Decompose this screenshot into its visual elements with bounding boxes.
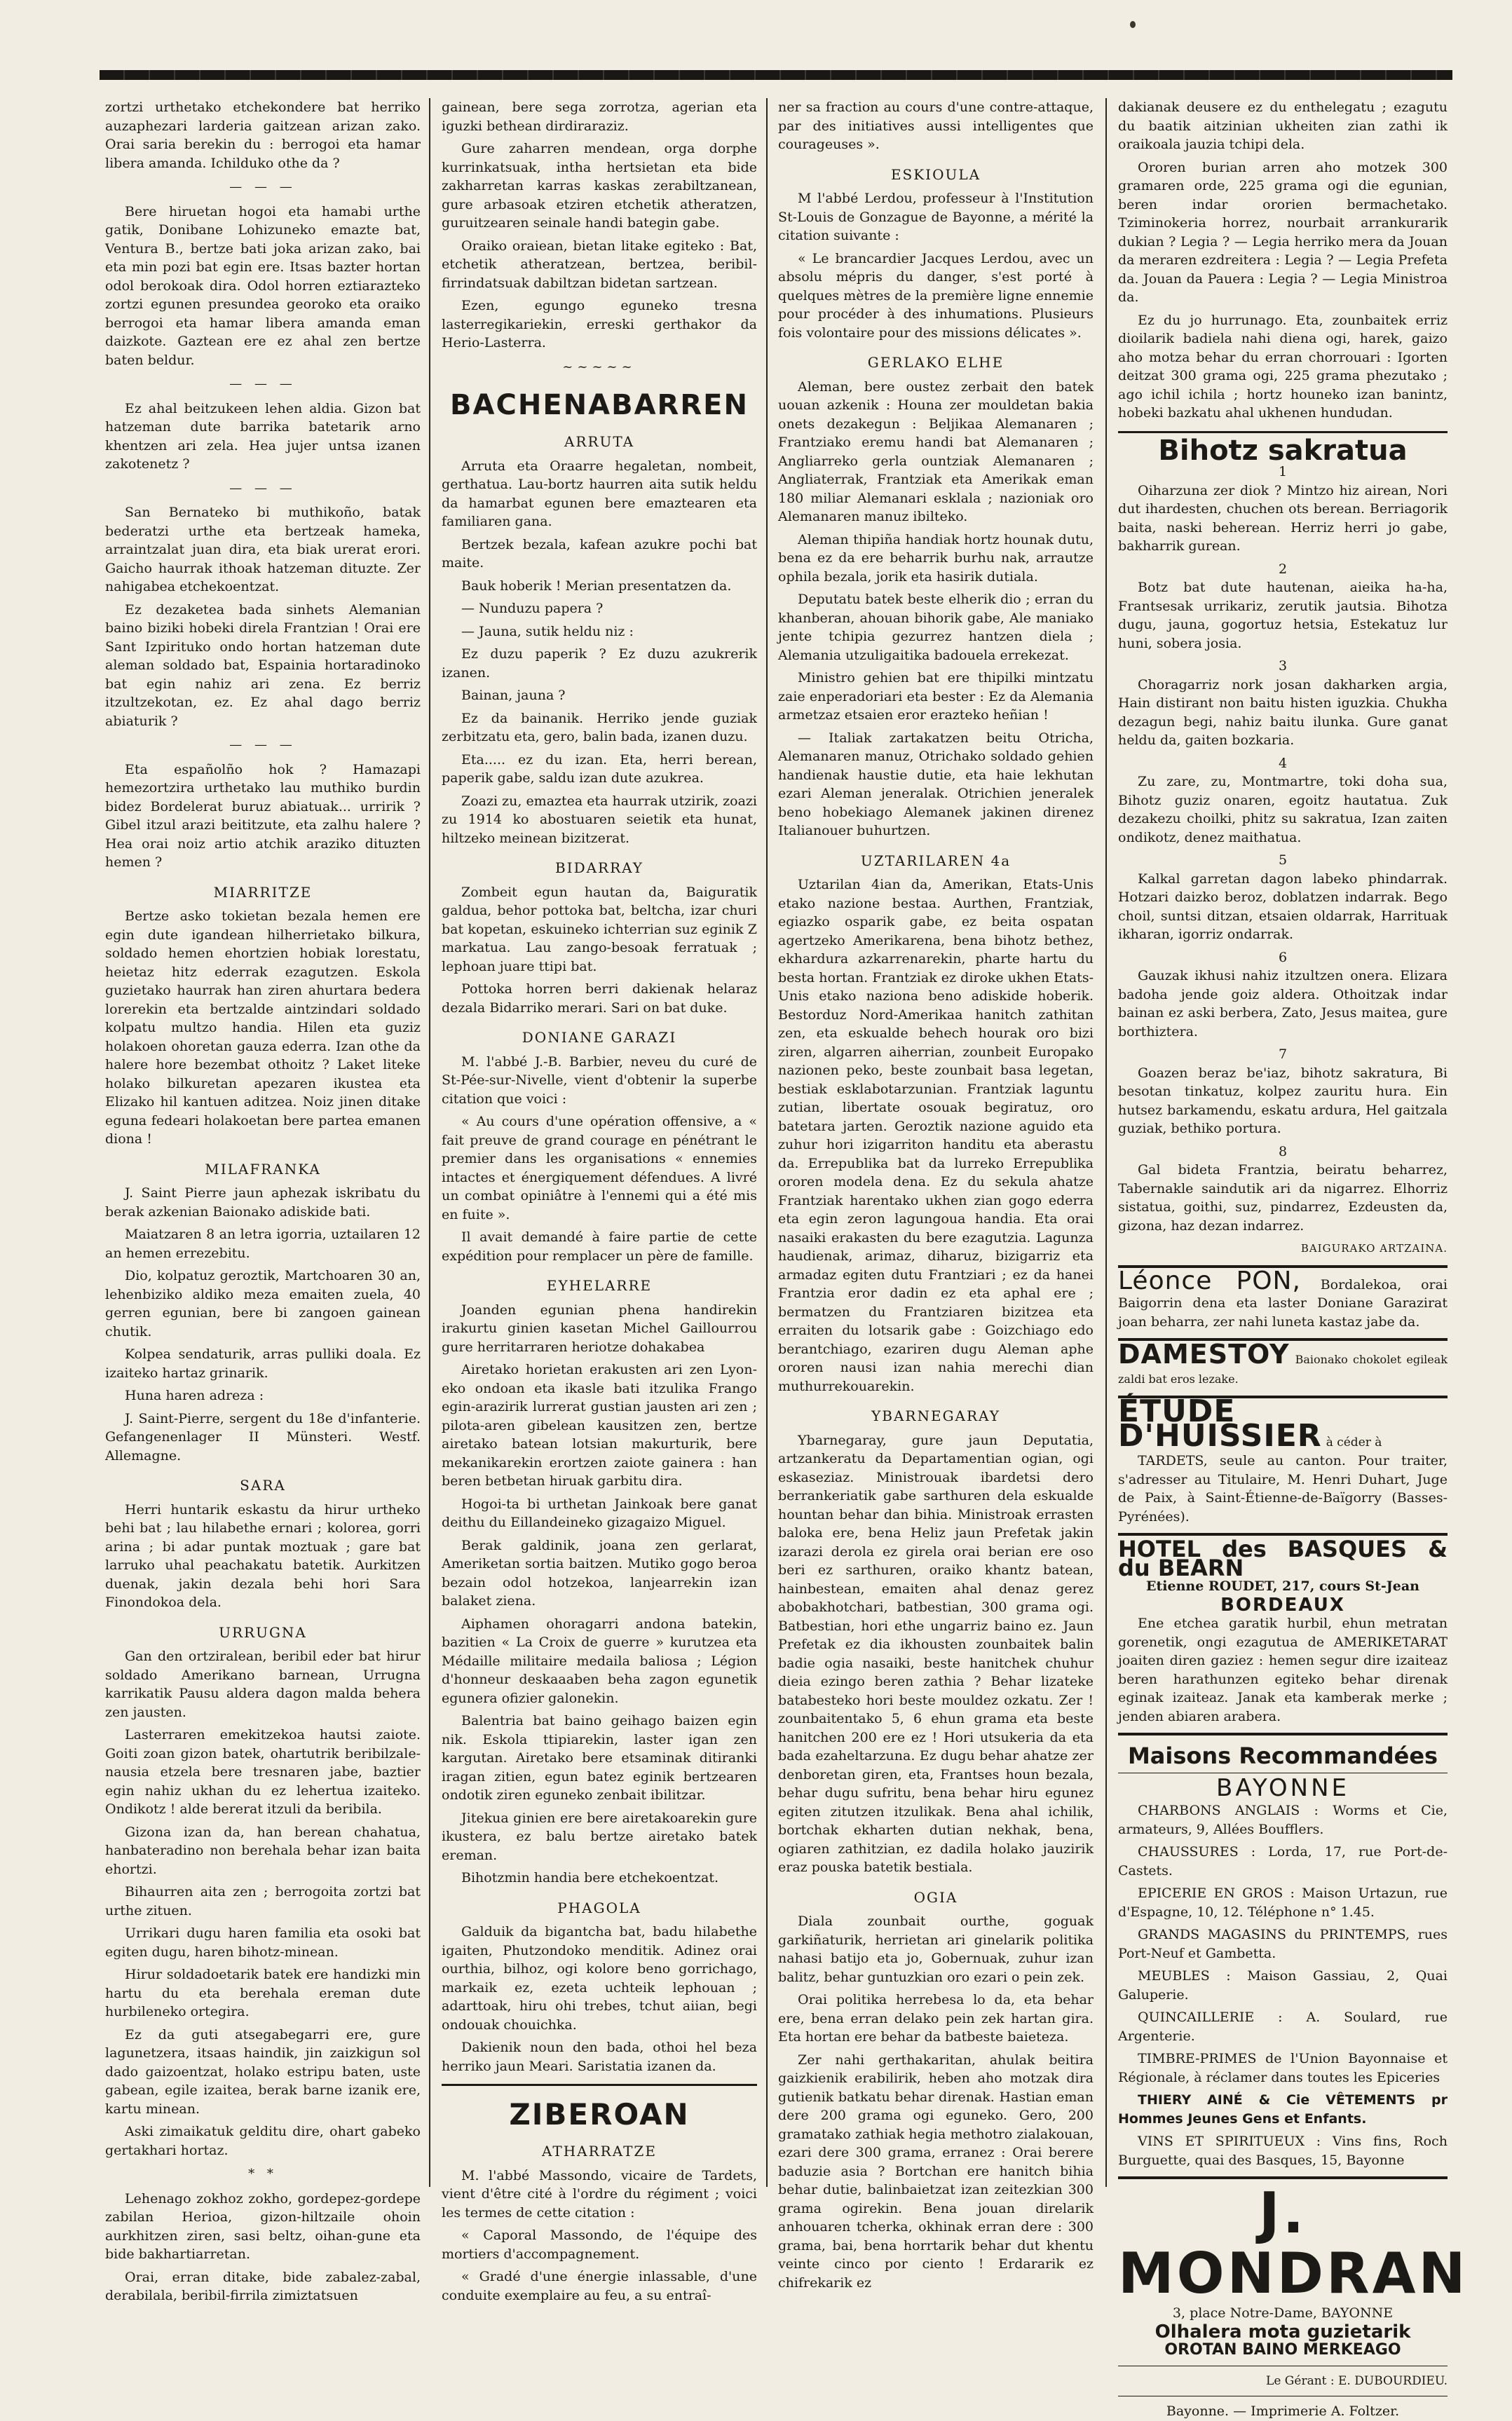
paragraph: Uztarilan 4ian da, Amerikan, Etats-Unis etako nazione bestaa. Aurthen, Frantziak, egiazko osparik gabe, ez beita ospatan agertzeko Amerikarena, bena bihotz bethez, ekhardura azkarrenarekin, pharte hartu du besta hortan. Frantziak ez diroke ukhen Etats-Unis etako naziona beno adiskide hoberik. Bestorduz Nord-Amerikaa hanitch zathitan zen, eta eskualde behech hourak oro bizi ziren, algarren aiherrian, zounbeit Europako nazionen peko, beste zounbait basa legetan, bestiak esklabotarzunian. Frantziak laguntu zutian, libertate osouak begiratuz, oro batetara jarten. Geroztik nazione aguido eta zuhur hori izigarriton handitu eta aberastu da. Errepublika bat da lurreko Errepublika ororen modela dena. Ez du sekula ahatze Frantziak harentako ukhen zian gogo ederra eta egin zeron lagungoua handia. Eta orai nasaiki erakasten du bere ezagutzia. Lagunza haudienak, arimaz, diharuz, bizigarriz eta armadaz egiten dutu Frantziari ; ez da hanei Frantzia eror dadin ez eta aphal ere ; bermatzen du Frantziaren bizitzea eta erraiten du lotsarik gabe : Goizchiago edo berantchiago, ezariren dugu Aleman aphe ororen nausi izan nahia merechi dian muthurrekouarekin. (778, 877, 1094, 1394)
ad-hotel-address: Etienne ROUDET, 217, cours St-Jean (1146, 1578, 1419, 1594)
paragraph: Lasterraren emekitzekoa hautsi zaiote. Goiti zoan gizon batek, ohartutrik beribilzale-nausia etzela bere tresnaren jabe, baztier egin nahiz ukhan du ez lehertua izaiteko. Ondikotz ! alde bererat itzuli da beribila. (105, 1727, 421, 1817)
paragraph: Galduik da bigantcha bat, badu hilabethe igaiten, Phutzondoko menditik. Adinez orai ourthia, bilhoz, ogi kolore beno gorrichago, markaik ez, ezeta uchteik lephouan ; adarttoak, hiru ohi trebes, tchut aiian, begi ondouak chouichka. (442, 1924, 757, 2033)
ad-leonce-name: Léonce PON, (1118, 1266, 1301, 1295)
paragraph: Joanden egunian phena handirekin irakurtu ginien kasetan Michel Gaillourrou gure herritarraren heriotze dohakabea (442, 1302, 757, 1355)
ink-speck (1130, 21, 1136, 28)
paragraph: Bihotzmin handia bere etchekoentzat. (461, 1870, 718, 1885)
ad-maisons-city: BAYONNE (1216, 1773, 1349, 1802)
section-heading: PHAGOLA (557, 1899, 641, 1916)
paragraph: dakianak deusere ez du enthelegatu ; ezagutu du baatik aitzinian ukheiten zian zathi ik oraikoala jauzia tchipi dela. (1118, 100, 1448, 152)
ad-maisons-entry: MEUBLES : Maison Gassiau, 2, Quai Galuperie. (1118, 1968, 1448, 2003)
ad-hotel-city: BORDEAUX (1220, 1594, 1345, 1616)
paragraph: Ez duzu paperik ? Ez duzu azukrerik izanen. (442, 646, 757, 681)
section-heading: SARA (240, 1477, 286, 1494)
imprint-line: Bayonne. — Imprimerie A. Foltzer. (1166, 2403, 1400, 2419)
wave-separator: ~~~~~ (562, 359, 636, 374)
header-rule (100, 70, 1452, 80)
stanza-number: 8 (1278, 1143, 1288, 1159)
paragraph: ner sa fraction au cours d'une contre-attaque, par des initiatives aussi intelligentes que courageuses ». (778, 100, 1094, 152)
paragraph: Hogoi-ta bi urthetan Jainkoak bere ganat deithu du Eillandeineko gizagaizo Miguel. (442, 1496, 757, 1530)
paragraph: Deputatu batek beste elherik dio ; erran du khanberan, ahouan bihorik gabe, Ale maniako jente tchipia gezurrez hantzen diela ; Alemania utzuligaitika badouela errekezat. (778, 592, 1094, 663)
section-heading: ARRUTA (564, 433, 635, 450)
paragraph: Hirur soldadoetarik batek ere handizki min hartu du eta berehala ereman dute hurbileneko ortegira. (105, 1967, 421, 2019)
section-heading: MIARRITZE (213, 883, 313, 901)
paragraph: J. Saint-Pierre, sergent du 18e d'infanterie. Gefangenenlager II Münsteri. Westf. Allemagne. (105, 1410, 421, 1464)
column-divider (429, 98, 430, 2187)
paragraph: Aiphamen ohoragarri andona batekin, bazitien « La Croix de guerre » kurutzea eta Médaille militaire medaila baliosa ; Légion d'honneur deskaaaben beha zagon egunetik egunera ofizier galonekin. (442, 1616, 757, 1706)
ad-mondran-name: J. MONDRAN (1118, 2181, 1469, 2306)
paragraph: Dio, kolpatuz geroztik, Martchoaren 30 an, lehenbiziko aldiko meza emaiten zuela, 40 gerren egunian, bere bi zangoen gainean chutik. (105, 1268, 421, 1339)
paragraph: Bertze asko tokietan bezala hemen ere egin dute igandean hilherrietako bilkura, soldado hemen ehortzien hobiak lorestatu, heietaz hitz ederrak ezagutzen. Eskola guzietako haurrak han ziren ahurtara bedera lorerekin eta bertzalde aintzindari soldado kolpatu multzo handia. Hilen eta guziz holakoen ohoretan gauza ederra. Izan othe da halere hore bezembat othoitz ? Laket liteke holako bilkuretan apezaren ikustea eta Elizako hil kantuen aditzea. Noiz jinen ditake eguna fedeari holakoetan bere partea emanen diona ! (105, 908, 421, 1147)
paragraph: « Le brancardier Jacques Lerdou, avec un absolu mépris du danger, s'est porté à quelques mètres de la première ligne ennemie pour procéder à des inhumations. Plusieurs fois volontaire pour des missions délicates ». (778, 250, 1094, 341)
paragraph: Diala zounbait ourthe, goguak garkiñaturik, herrietan ari ginelarik politika nahasi batijo eta jo, Gobernuak, zuhur izan balitz, behar guntuzkian oro ezari o pein zek. (778, 1914, 1094, 1985)
gerant-line: Le Gérant : E. DUBOURDIEU. (1266, 2373, 1448, 2388)
paragraph: Airetako horietan erakusten ari zen Lyon-eko ondoan eta ikasle bati itzulika Frango egin-arazirik lurrerat gustian jausten ari zen ; pilota-aren gibelean kausitzen zen, bertze airetako batean lotsian makurturik, bere mekanikarekin erortzen zaiote gainera : han beren betbetan hiruak garbitu dira. (442, 1362, 757, 1489)
ad-mondran-line: Olhalera mota guzietarik (1155, 2321, 1411, 2342)
paragraph: Maiatzaren 8 an letra igorria, uztailaren 12 an hemen errezebitu. (105, 1227, 421, 1261)
column-1 (105, 98, 421, 2303)
paragraph: M. l'abbé Massondo, vicaire de Tardets, vient d'être cité à l'ordre du régiment ; voici les termes de cette citation : (442, 2167, 757, 2221)
paragraph: « Au cours d'une opération offensive, a « fait preuve de grand courage en pénétrant le premier dans les organisations « ennemies intactes et énergiquement défendues. A livré un combat opiniâtre à l'ennemi qui a été mis en fuite ». (442, 1114, 757, 1222)
ad-damestoy-name: DAMESTOY (1118, 1339, 1290, 1370)
column-4 (1118, 98, 1469, 2419)
paragraph: Jitekua ginien ere bere airetakoarekin gure ikustera, ez balu bertze airetako batek ereman. (442, 1810, 757, 1863)
paragraph: « Caporal Massondo, de l'équipe des mortiers d'accompagnement. (442, 2228, 757, 2262)
separator: — — — (229, 179, 297, 194)
section-heading: MILAFRANKA (205, 1160, 321, 1178)
stanza-number: 4 (1278, 755, 1288, 771)
region-heading: ZIBEROAN (509, 2097, 690, 2132)
paragraph: Bauk hoberik ! Merian presentatzen da. (461, 578, 732, 594)
paragraph: Il avait demandé à faire partie de cette expédition pour remplacer un père de famille. (442, 1229, 757, 1264)
ad-mondran-address: 3, place Notre-Dame, BAYONNE (1172, 2305, 1394, 2321)
paragraph: Orai, erran ditake, bide zabalez-zabal, derabilala, beribil-firrila zimiztatsuen (105, 2269, 421, 2303)
paragraph: Arruta eta Oraarre hegaletan, nombeit, gerthatua. Lau-bortz haurren aita sutik heldu da hamarbat egunen bere emaztearen eta familiaren gana. (442, 458, 757, 529)
rule (1118, 431, 1448, 433)
ad-maisons-title: Maisons Recommandées (1127, 1743, 1438, 1769)
paragraph: Herri huntarik eskastu da hirur urtheko behi bat ; lau hilabethe ernari ; kolorea, gorri arina ; bi adar puntak moztuak ; gare bat larruko uhal peachakatu batetik. Aurkitzen duenak, jakin dezala behi hori Sara Finondokoa dela. (105, 1501, 421, 1610)
ad-damestoy-text: Baionako chokolet egileak zaldi bat eros lezake. (1118, 1353, 1448, 1386)
stanza: Botz bat dute hautenan, aieika ha-ha, Frantsesak urrikariz, zerutik jautsia. Bihotza dugu, jauna, gogortuz hetsia, Estekatuz lur huni, sobera josia. (1118, 580, 1448, 651)
paragraph: Pottoka horren berri dakienak helaraz dezala Bidarriko merari. Sari on bat duke. (442, 981, 757, 1016)
paragraph: Gure zaharren mendean, orga dorphe kurrinkatsuak, intha hertsietan eta bide zakharretan karras kaskas zerabiltzanean, gure arbasoak etziren etchetik atheratzen, guruitzearen seinale handi bategin gabe. (442, 141, 757, 231)
ad-etude (1118, 1393, 1448, 1526)
ad-mondran-line: OROTAN BAINO MERKEAGO (1164, 2341, 1401, 2359)
paragraph: Ez du jo hurrunago. Eta, zounbaitek erriz dioilarik badiela nahi diena ogi, harek, gaizo aho motza behar du erran chorrouari : Igorten deitzat 300 grama ogi, 225 grama phezutako ; ago ichil ichila ; hortz houneko izan banintz, hobeki bazkatu ahal ukhenen hundudan. (1118, 312, 1448, 421)
stanza: Goazen beraz be'iaz, bihotz sakratura, Bi besotan tinkatuz, kolpez zauritu hura. Ein hutsez barkamendu, eskatu ardura, Hel gaitzala guziak, bethiko portura. (1118, 1065, 1448, 1136)
paragraph: Zer nahi gerthakaritan, ahulak beitira gaizkienik erabilirik, heben aho motzak dira gutienik batkatu behar direnak. Hastian eman dere 200 grama ogi eguneko. Gero, 200 gramatako zathiak hegia methotro zialakouan, ezari dere 300 grama, erranez : Orai berere baduzie asia ? Bortchan ere hanitch bihia behar dutie, balinbaietzat izan zeitezkian 300 grama ogirekin. Bena jouan direlarik anhouaren tcherka, okhinak erran dere : 300 grama, bai, bena horrtarik behar dut khentu veinte cinco por ciento ! Erdararik ez chifrekarik ez (778, 2052, 1094, 2291)
ad-hotel-title: HOTEL des BASQUES & du BEARN (1118, 1536, 1448, 1581)
paragraph: — Jauna, sutik heldu niz : (461, 623, 634, 639)
section-heading: URRUGNA (219, 1623, 307, 1641)
paragraph: Eta españolño hok ? Hamazapi hemezortzira urthetako lau muthiko burdin bidez Bordelerat buruz abiatuak... urririk ? Gibel itzul arazi beititzute, eta zalhu halere ? Hea orai noiz artio atchik araziko dituzten hemen ? (105, 761, 421, 870)
ad-etude-suffix: à céder à (1326, 1435, 1382, 1450)
paragraph: Gizona izan da, han berean chahatua, hanbateradino non berehala behar izan baita ehortzi. (105, 1824, 421, 1877)
paragraph: J. Saint Pierre jaun aphezak iskribatu du berak azkenian Baionako adiskide bati. (105, 1185, 421, 1220)
stanza: Zu zare, zu, Montmartre, toki doha sua, Bihotz guziz onaren, egoitz hautatua. Zuk dezakezu choilki, phitz su sakratua, Izan zaiten ondikotz, denez maithatua. (1118, 774, 1448, 845)
region-heading: BACHENABARREN (450, 389, 749, 421)
section-heading: ATHARRATZE (542, 2143, 657, 2160)
ad-maisons-entry: VINS ET SPIRITUEUX : Vins fins, Roch Burguette, quai des Basques, 15, Bayonne (1118, 2134, 1448, 2168)
paragraph: Gan den ortziralean, beribil eder bat hirur soldado Amerikano barnean, Urrugna karrikatik Pausu aldera dagon malda behera zen jausten. (105, 1649, 421, 1720)
column-divider (766, 98, 768, 2187)
ad-maisons-entry: EPICERIE EN GROS : Maison Urtazun, rue d'Espagne, 10, 12. Téléphone n° 1.45. (1118, 1885, 1448, 1920)
ad-hotel (1118, 1533, 1448, 1726)
section-heading: ESKIOULA (890, 165, 981, 183)
paragraph: Ez da guti atsegabegarri ere, gure lagunetzera, itsaas haindik, jin zaizkigun sol dado gaizoentzat, holako estripu baten, uste gabean, egile izaitea, berak barne izanik ere, kartu minean. (105, 2026, 421, 2117)
stanza: Choragarriz nork josan dakharken argia, Hain distirant non baitu histen iguzkia. Chukha dezagun begi, nahiz baitu ilunka. Gure ganat heldu da, gaiten bozkaria. (1118, 676, 1448, 748)
stars-separator: * * (248, 2167, 278, 2181)
column-divider (1105, 98, 1107, 2187)
paragraph: Ez dezaketea bada sinhets Alemanian baino biziki hobeki direla Frantzian ! Orai ere Sant Izpirituko ondo hortan hatzeman dute aleman soldado bat, Espainia hortaradinoko bat egin nahiz ari zena. Ez berriz itzultzekotan, ez. Ez ahal dago berriz abiaturik ? (105, 601, 421, 729)
paragraph: Bihaurren aita zen ; berrogoita zortzi bat urthe zituen. (105, 1884, 421, 1918)
separator: — — — (229, 737, 297, 752)
paragraph: Zombeit egun hautan da, Baiguratik galdua, behor pottoka bat, beltcha, izar churi bat kopetan, eskuineko ichterrian suz eginik Z markatua. Lau zango-besoak ferratuak ; lephoan juare ttipi bat. (442, 884, 757, 974)
poem-signature: BAIGURAKO ARTZAINA. (1300, 1242, 1448, 1255)
ad-maisons-entry: TIMBRE-PRIMES de l'Union Bayonnaise et Régionale, à réclamer dans toutes les Epiceries (1118, 2051, 1448, 2085)
ad-maisons-entry: CHAUSSURES : Lorda, 17, rue Port-de-Castets. (1118, 1844, 1448, 1878)
paragraph: Bertzek bezala, kafean azukre pochi bat maite. (442, 536, 757, 571)
stanza: Gal bideta Frantzia, beiratu beharrez, Tabernakle saindutik ari da nigarrez. Elhorriz sistatua, goithi, suz, pindarrez, Ezdeusten da, gizona, haz dezan indarrez. (1118, 1162, 1448, 1234)
ad-maisons-entry: GRANDS MAGASINS du PRINTEMPS, rues Port-Neuf et Gambetta. (1118, 1927, 1448, 1961)
paragraph: Ybarnegaray, gure jaun Deputatia, artzankeratu da Departamentian ogian, ogi eskaseziaz. Ministrouak ibardetsi dero berrankeriatik gabe sarthuren dela eskualde hountan behar dan bihia. Ministroak errasten baloka ere, bena Heliz jaun Prefetak jakin izarazi derola ez girela orai berian ere oso beri ez sarthuren, oraiko khantz batean, hainbestean, emaiten ahal denaz gerez abobakhotchari, batbestian, 300 grama ogi. Batbestian, hori ethe ungarriz baino ez. Jaun Prefetak ez dia ikhousten zounbaitek balin badie ogia nasaiki, beste hanitchek chuhur dieia ezingo beren zathia ? Behar lizateke batabesteko hori beste mouldez ozkatu. Zer ! zounbaitentako 5, 6 ehun grama eta beste hanitchen 200 ere ez ! Hori utsukeria da eta bada ezaheltarzuna. Ez dugu behar ahatze zer denboretan giren, eta, Frantses houn bezala, behar dugu sufritu, bena behar hiru egunez egiten zitutzen itzulikak. Bena ahal ichilik, bortchak ekharten dutian nekhak, bena, ogiaren zathitzian, ez dadila holako jauzirik eraz pouska batetik bestiala. (778, 1432, 1094, 1875)
section-heading: EYHELARRE (546, 1277, 653, 1294)
paragraph: M. l'abbé J.-B. Barbier, neveu du curé de St-Pée-sur-Nivelle, vient d'obtenir la superbe citation que voici : (442, 1053, 757, 1107)
section-heading: GERLAKO ELHE (867, 354, 1004, 371)
paragraph: M l'abbé Lerdou, professeur à l'Institution St-Louis de Gonzague de Bayonne, a mérité la citation suivante : (778, 191, 1094, 243)
paragraph: Ezen, egungo eguneko tresna lasterregikariekin, erreski gerthakor da Herio-Lasterra. (442, 298, 757, 350)
paragraph: Urrikari dugu haren familia eta osoki bat egiten dugu, haren bihotz-minean. (105, 1925, 421, 1960)
section-heading: BIDARRAY (554, 859, 644, 876)
paragraph: San Bernateko bi muthikoño, batak bederatzi urthe eta bertzeak hameka, arraintzalat juan dira, eta biak urerat erori. Gaicho haurrak ithoak hatzeman dituzte. Zer nahigabea etchekoentzat. (105, 505, 421, 594)
ad-maisons-entry: QUINCAILLERIE : A. Soulard, rue Argenterie. (1118, 2010, 1448, 2044)
ad-hotel-text: Ene etchea garatik hurbil, ehun metratan gorenetik, ongi ezagutua de AMERIKETARAT joaiten diren gaziez : hemen segur dire izaiteaz beren harathunzen egiteko behar direnak eginak izaiteaz. Janak eta kamberak merke ; jenden abiaren arabera. (1118, 1616, 1448, 1724)
ad-etude-title: ÉTUDE D'HUISSIER (1118, 1393, 1322, 1454)
section-heading: UZTARILAREN 4a (860, 852, 1012, 869)
ad-mondran (1118, 2176, 1469, 2360)
section-heading: YBARNEGARAY (871, 1407, 1000, 1424)
paragraph: Balentria bat baino geihago baizen egin nik. Eskola ttipiarekin, laster igan zen kargutan. Airetako bere etsaminak ditiranki iragan zitien, egun batez eginik bertzearen ondotik ziren eguneko zenbait ibilitzar. (442, 1713, 757, 1803)
paragraph: Dakienik noun den bada, othoi hel beza herriko jaun Meari. Saristatia izanen da. (442, 2040, 757, 2074)
stanza: Kalkal garretan dagon labeko phindarrak. Hotzari daizko beroz, doblatzen indarrak. Bego choil, suntsi ditzan, etsaien oldarrak, Harrituak ikharan, igorriz ondarrak. (1118, 871, 1448, 942)
paragraph: Aski zimaikatuk gelditu dire, ohart gabeko gertakhari hortaz. (105, 2124, 421, 2158)
stanza-number: 3 (1278, 658, 1288, 674)
paragraph: Aleman thipiña handiak hortz hounak dutu, bena ez da ere beharrik burhu nak, arrautze ophila bezala, jorik eta hasirik dutiala. (778, 531, 1094, 585)
paragraph: Kolpea sendaturik, arras pulliki doala. Ez izaiteko hartaz grinarik. (105, 1346, 421, 1381)
paragraph: Lehenago zokhoz zokho, gordepez-gordepe zabilan Herioa, gizon-hiltzaile ohoin aurkhitzen ziren, sasi beltz, oihan-gune eta bide bakhartiarretan. (105, 2190, 421, 2262)
paragraph: Eta..... ez du izan. Eta, herri berean, paperik gabe, saldu izan dute azukrea. (442, 751, 757, 786)
paragraph: Oraiko oraiean, bietan litake egiteko : Bat, etchetik atheratzean, bertzea, beribil-firrindatsuak dabiltzan bidetan sartzean. (442, 238, 757, 291)
stanza-number: 2 (1278, 561, 1288, 577)
paragraph: gainean, bere sega zorrotza, agerian eta iguzki bethean dirdiraraziz. (442, 100, 757, 134)
poem-title: Bihotz sakratua (1158, 434, 1408, 467)
section-heading: DONIANE GARAZI (522, 1029, 677, 1046)
stanza-number: 6 (1278, 949, 1288, 965)
separator: — — — (229, 376, 297, 391)
ad-maisons (1118, 1733, 1448, 2169)
paragraph: Bere hiruetan hogoi eta hamabi urthe gatik, Donibane Lohizuneko emazte bat, Ventura B., bertze bati joka arizan zako, bai eta min pozi bat egin ere. Itsas bazter hortan odol berokoak dira. Odol horren eztiarazteko zortzi egunen presundea georoko eta oraiko berrogoi eta hamar libera amanda eman daizkote. Gaztean ere ez ahal zen bertze baten beldur. (105, 203, 421, 368)
stanza: Gauzak ikhusi nahiz itzultzen onera. Elizara badoha jende goiz aldera. Othoitzak indar bainan ez aski berbera, Zato, Jesus maitea, gure borthiztera. (1118, 968, 1448, 1039)
paragraph: Aleman, bere oustez zerbait den batek uouan azkenik : Houna zer mouldetan bakia onets dezakegun : Beljikaa Alemanaren ; Frantziako eremu handi bat Alemanaren ; Angliarreko gerla ountziak Alemanaren ; Angliaterrak, Frantziak eta Amerikak eman 180 miliar Alemanari esklala ; nazioniak oro Alemanaren manuz ibilteko. (778, 379, 1094, 524)
paragraph: Bainan, jauna ? (461, 688, 566, 703)
paragraph: Ez ahal beitzukeen lehen aldia. Gizon bat hatzeman dute barrika batetarik arno khentzen ari zela. Hea jujer untsa izanen zakotenetz ? (105, 400, 421, 472)
ad-leonce-text: Bordalekoa, orai Baigorrin dena eta laster Doniane Garazirat joan beharra, zer nahi luneta kastaz jabe da. (1118, 1276, 1448, 1330)
paragraph: Zoazi zu, emaztea eta haurrak utzirik, zoazi zu 1914 ko abostuaren seietik eta hunat, hiltzeko meinean bizitzerat. (442, 793, 757, 846)
separator: — — — (229, 480, 297, 496)
stanza-number: 7 (1278, 1046, 1288, 1062)
stanza: Oiharzuna zer diok ? Mintzo hiz airean, Nori dut ihardesten, chuchen ots berean. Berriagorik baita, naski beherean. Herriz herri jo gabe, bakharrik gurean. (1118, 482, 1448, 554)
paragraph: Ez da bainanik. Herriko jende guziak zerbitzatu eta, gero, balin bada, izanen duzu. (442, 710, 757, 744)
paragraph: Orai politika herrebesa lo da, eta behar ere, bena erran delako pein zek hartan gira. Eta hortan ere behar da batbeste baieteza. (778, 1992, 1094, 2045)
ad-maisons-entry: CHARBONS ANGLAIS : Worms et Cie, armateurs, 9, Allées Boufflers. (1118, 1803, 1448, 1837)
section-heading: OGIA (913, 1888, 958, 1906)
ad-maisons-entry: THIERY AINÉ & Cie VÊTEMENTS pr Hommes Jeunes Gens et Enfants. (1118, 2092, 1448, 2127)
ad-damestoy (1118, 1338, 1448, 1389)
ad-leonce (1118, 1265, 1448, 1332)
paragraph: zortzi urthetako etchekondere bat herriko auzaphezari larderia gaitzean arizan zako. Orai saria berekin du : berrogoi eta hamar libera amanda. Ichilduko othe da ? (105, 100, 421, 171)
paragraph: Ministro gehien bat ere thipilki mintzatu zaie enperadoriari eta bester : Ez da Alemania armetzaz etsaien eror erazteko heñian ! (778, 670, 1094, 723)
ad-etude-text: TARDETS, seule au canton. Pour traiter, s'adresser au Titulaire, M. Henri Duhart, Juge de Paix, à Saint-Étienne-de-Baïgorry (Basses-Pyrénées). (1118, 1453, 1448, 1525)
rule (442, 2084, 757, 2086)
paragraph: — Nunduzu papera ? (461, 601, 604, 616)
paragraph: Berak galdinik, joana zen gerlarat, Ameriketan sortia baitzen. Mutiko gogo beroa bezain odol hotzekoa, lanjearrekin izan balaket ziena. (442, 1537, 757, 1609)
stanza-number: 1 (1278, 464, 1288, 479)
paragraph: Huna haren adreza : (125, 1388, 264, 1403)
paragraph: Ororen burian arren aho motzek 300 gramaren orde, 225 grama ogi die egunian, beren indar ororien bermachetako. Tziminokeria horrez, nourbait arrankurarik dukian ? Legia ? — Legia herriko mera da Jouan da meraren ezdreitera : Legia ? — Legia Prefeta da. Jouan da Pauera : Legia ? — Legia Ministroa da. (1118, 159, 1448, 305)
stanza-number: 5 (1278, 852, 1288, 868)
paragraph: « Gradé d'une énergie inlassable, d'une conduite exemplaire au feu, a su entraî- (442, 2269, 757, 2303)
paragraph: — Italiak zartakatzen beitu Otricha, Alemanaren manuz, Otrichako soldado gehien handienak haustie dutie, eta haie lekhutan ezari Aleman jeneralak. Otrichien jeneralek beno hobekiago Alemanek jakinen direnez Italianouer buhurtzen. (778, 730, 1094, 838)
column-3 (778, 98, 1094, 2291)
column-2 (442, 98, 757, 2303)
